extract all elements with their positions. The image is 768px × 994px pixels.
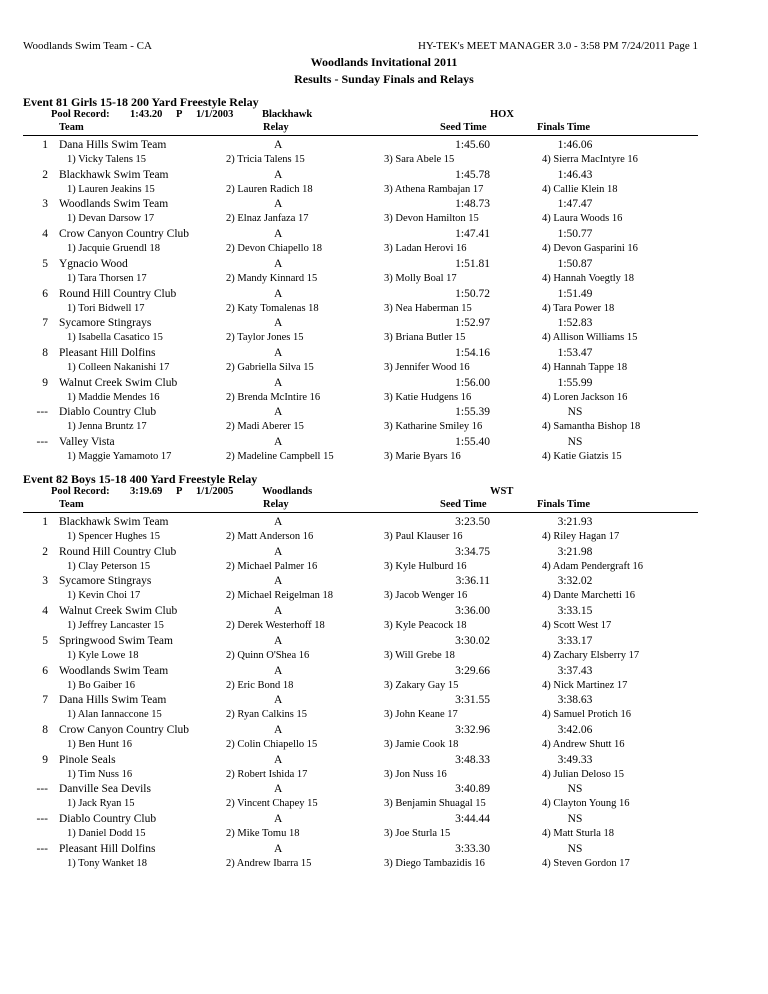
seed-time: 1:47.41 (455, 228, 490, 241)
team-name: Springwood Swim Team (59, 634, 173, 647)
team-name: Blackhawk Swim Team (59, 516, 169, 528)
team-name: Pinole Seals (59, 753, 116, 766)
place: 2 (42, 168, 48, 181)
col-relay: Relay (263, 499, 289, 510)
swimmer-3: 3) Kyle Hulburd 16 (384, 560, 467, 572)
swimmer-4: 4) Matt Sturla 18 (542, 828, 615, 839)
swimmer-4: 4) Clayton Young 16 (542, 798, 630, 810)
relay-letter: A (274, 723, 283, 736)
swimmer-1: 1) Ben Hunt 16 (67, 738, 133, 750)
swimmer-4: 4) Sierra MacIntyre 16 (542, 154, 638, 165)
relay-letter: A (274, 198, 283, 211)
swimmer-3: 3) Joe Sturla 15 (384, 828, 451, 839)
swimmer-3: 3) Zakary Gay 15 (384, 679, 459, 691)
result-row (0, 198, 768, 213)
swimmer-4: 4) Nick Martinez 17 (542, 679, 628, 691)
relay-letter: A (274, 545, 283, 558)
place: --- (36, 406, 48, 419)
swimmer-1: 1) Kyle Lowe 18 (67, 649, 139, 661)
relay-letter: A (274, 664, 283, 677)
seed-time: 3:23.50 (455, 516, 490, 528)
place: 3 (42, 198, 48, 211)
seed-time: 1:50.72 (455, 287, 490, 300)
team-name: Crow Canyon Country Club (59, 723, 190, 736)
team-name: Crow Canyon Country Club (59, 228, 190, 241)
swimmer-2: 2) Gabriella Silva 15 (226, 361, 314, 373)
result-row (0, 258, 768, 273)
swimmer-1: 1) Isabella Casatico 15 (67, 332, 163, 344)
relay-letter: A (274, 376, 283, 389)
swimmer-1: 1) Lauren Jeakins 15 (67, 183, 155, 195)
finals-time: 3:37.43 (557, 664, 593, 677)
finals-time: 3:32.02 (557, 575, 593, 588)
place: 5 (42, 257, 48, 270)
place: 1 (42, 516, 48, 528)
finals-time: 1:51.49 (557, 287, 593, 300)
swimmer-4: 4) Dante Marchetti 16 (542, 590, 636, 602)
swimmer-3: 3) Jamie Cook 18 (384, 738, 459, 750)
team-name: Blackhawk Swim Team (59, 168, 169, 181)
swimmer-3: 3) Benjamin Shuagal 15 (384, 798, 486, 810)
record-holder: Blackhawk (262, 109, 313, 120)
result-row (0, 377, 768, 392)
swimmer-3: 3) Jennifer Wood 16 (384, 361, 470, 373)
finals-time: 3:33.15 (557, 605, 593, 618)
finals-time: NS (567, 436, 583, 448)
swimmer-4: 4) Adam Pendergraft 16 (542, 560, 643, 572)
relay-letter: A (274, 406, 283, 419)
swimmer-1: 1) Jeffrey Lancaster 15 (67, 620, 164, 632)
swimmer-4: 4) Zachary Elsberry 17 (542, 649, 640, 661)
seed-time: 1:45.60 (455, 139, 490, 151)
swimmer-2: 2) Eric Bond 18 (226, 679, 294, 691)
finals-time: NS (567, 783, 583, 796)
swimmer-4: 4) Julian Deloso 15 (542, 768, 624, 780)
swimmer-1: 1) Maggie Yamamoto 17 (67, 451, 172, 462)
swimmer-1: 1) Tim Nuss 16 (67, 768, 133, 780)
swimmer-row (0, 650, 768, 664)
finals-time: 3:33.17 (557, 634, 593, 647)
col-seed: Seed Time (440, 499, 487, 510)
swimmer-2: 2) Madi Aberer 15 (226, 421, 304, 433)
seed-time: 3:48.33 (455, 753, 490, 766)
swimmer-4: 4) Katie Giatzis 15 (542, 451, 622, 462)
record-time: 1:43.20 (130, 109, 163, 120)
swimmer-1: 1) Bo Gaiber 16 (67, 679, 135, 691)
swimmer-2: 2) Mandy Kinnard 15 (226, 272, 318, 284)
swimmer-2: 2) Lauren Radich 18 (226, 183, 313, 195)
relay-letter: A (274, 139, 283, 151)
result-row (0, 694, 768, 709)
swimmer-1: 1) Daniel Dodd 15 (67, 828, 146, 839)
swimmer-row (0, 154, 768, 168)
swimmer-4: 4) Hannah Voegtly 18 (542, 272, 635, 284)
relay-letter: A (274, 436, 283, 448)
header-software-info: HY-TEK's MEET MANAGER 3.0 - 3:58 PM 7/24/2011 Page 1 (417, 40, 698, 52)
swimmer-4: 4) Scott West 17 (542, 620, 612, 632)
col-team: Team (59, 499, 84, 510)
swimmer-row (0, 858, 768, 872)
team-name: Round Hill Country Club (59, 545, 177, 558)
seed-time: 1:51.81 (455, 257, 490, 270)
record-code: HOX (490, 109, 514, 120)
swimmer-2: 2) Andrew Ibarra 15 (226, 857, 312, 869)
result-row (0, 575, 768, 590)
swimmer-2: 2) Mike Tomu 18 (226, 828, 300, 839)
swimmer-4: 4) Devon Gasparini 16 (542, 243, 638, 255)
swimmer-4: 4) Hannah Tappe 18 (542, 361, 628, 373)
relay-letter: A (274, 605, 283, 618)
team-name: Walnut Creek Swim Club (59, 605, 178, 618)
swimmer-row (0, 739, 768, 753)
swimmer-2: 2) Colin Chiapello 15 (226, 738, 318, 750)
swimmer-row (0, 531, 768, 545)
record-label: Pool Record: (51, 109, 110, 120)
swimmer-3: 3) Kyle Peacock 18 (384, 620, 467, 632)
swimmer-row (0, 362, 768, 376)
finals-time: NS (567, 813, 583, 825)
swimmer-4: 4) Steven Gordon 17 (542, 857, 630, 869)
seed-time: 3:29.66 (455, 664, 490, 677)
swimmer-4: 4) Andrew Shutt 16 (542, 738, 625, 750)
seed-time: 1:55.39 (455, 406, 490, 419)
swimmer-1: 1) Jack Ryan 15 (67, 798, 135, 810)
place: --- (36, 436, 48, 448)
swimmer-3: 3) Briana Butler 15 (384, 332, 466, 344)
swimmer-1: 1) Tara Thorsen 17 (67, 272, 147, 284)
seed-time: 3:40.89 (455, 783, 490, 796)
team-name: Ygnacio Wood (59, 257, 128, 270)
col-relay: Relay (263, 122, 289, 133)
place: --- (36, 842, 48, 855)
event-title: Event 82 Boys 15-18 400 Yard Freestyle Relay (23, 472, 258, 486)
result-row (0, 635, 768, 650)
record-flag: P (176, 486, 183, 497)
swimmer-2: 2) Derek Westerhoff 18 (226, 620, 325, 632)
record-code: WST (490, 486, 514, 497)
seed-time: 3:36.00 (455, 605, 490, 618)
team-name: Walnut Creek Swim Club (59, 376, 178, 389)
swimmer-2: 2) Taylor Jones 15 (226, 332, 304, 344)
header-organization: Woodlands Swim Team - CA (23, 40, 152, 52)
swimmer-4: 4) Riley Hagan 17 (542, 531, 620, 542)
relay-letter: A (274, 694, 283, 707)
team-name: Pleasant Hill Dolfins (59, 346, 156, 359)
swimmer-row (0, 561, 768, 575)
swimmer-row (0, 798, 768, 812)
result-row (0, 754, 768, 769)
place: 8 (42, 723, 48, 736)
finals-time: NS (567, 406, 583, 419)
swimmer-1: 1) Tony Wanket 18 (67, 857, 147, 869)
swimmer-4: 4) Loren Jackson 16 (542, 391, 628, 403)
swimmer-1: 1) Alan Iannaccone 15 (67, 709, 162, 721)
record-holder: Woodlands (262, 486, 313, 497)
swimmer-1: 1) Spencer Hughes 15 (67, 531, 161, 542)
session-title: Results - Sunday Finals and Relays (294, 72, 474, 86)
swimmer-2: 2) Michael Palmer 16 (226, 560, 318, 572)
place: 7 (42, 694, 48, 707)
result-row (0, 288, 768, 303)
finals-time: 3:38.63 (557, 694, 593, 707)
swimmer-row (0, 590, 768, 604)
place: 6 (42, 664, 48, 677)
swimmer-4: 4) Laura Woods 16 (542, 213, 623, 225)
result-row (0, 436, 768, 451)
swimmer-4: 4) Callie Klein 18 (542, 183, 618, 195)
team-name: Sycamore Stingrays (59, 317, 152, 330)
finals-time: 1:47.47 (557, 198, 593, 211)
swimmer-1: 1) Maddie Mendes 16 (67, 391, 160, 403)
result-row (0, 347, 768, 362)
swimmer-3: 3) John Keane 17 (384, 709, 458, 721)
swimmer-4: 4) Tara Power 18 (542, 302, 615, 314)
seed-time: 1:45.78 (455, 168, 490, 181)
swimmer-4: 4) Allison Williams 15 (542, 332, 638, 344)
swimmer-3: 3) Devon Hamilton 15 (384, 213, 479, 225)
team-name: Round Hill Country Club (59, 287, 177, 300)
finals-time: 1:46.06 (557, 139, 593, 151)
place: 5 (42, 634, 48, 647)
place: 9 (42, 753, 48, 766)
swimmer-2: 2) Devon Chiapello 18 (226, 243, 322, 255)
swimmer-row (0, 392, 768, 406)
seed-time: 1:52.97 (455, 317, 490, 330)
swimmer-row (0, 184, 768, 198)
result-row (0, 783, 768, 798)
col-finals: Finals Time (537, 499, 590, 510)
place: 3 (42, 575, 48, 588)
swimmer-row (0, 828, 768, 842)
swimmer-1: 1) Colleen Nakanishi 17 (67, 361, 170, 373)
record-time: 3:19.69 (130, 486, 163, 497)
swimmer-3: 3) Jacob Wenger 16 (384, 590, 468, 602)
team-name: Dana Hills Swim Team (59, 694, 167, 707)
relay-letter: A (274, 575, 283, 588)
team-name: Diablo Country Club (59, 406, 157, 419)
record-label: Pool Record: (51, 486, 110, 497)
team-name: Woodlands Swim Team (59, 664, 169, 677)
place: --- (36, 783, 48, 796)
record-date: 1/1/2005 (196, 486, 234, 497)
finals-time: 1:46.43 (557, 168, 593, 181)
seed-time: 1:56.00 (455, 376, 490, 389)
finals-time: 3:21.98 (557, 545, 593, 558)
swimmer-2: 2) Vincent Chapey 15 (226, 798, 318, 810)
swimmer-2: 2) Brenda McIntire 16 (226, 391, 321, 403)
swimmer-3: 3) Paul Klauser 16 (384, 531, 463, 542)
seed-time: 1:48.73 (455, 198, 490, 211)
swimmer-1: 1) Jacquie Gruendl 18 (67, 243, 161, 255)
team-name: Sycamore Stingrays (59, 575, 152, 588)
swimmer-2: 2) Elnaz Janfaza 17 (226, 213, 309, 225)
seed-time: 3:44.44 (455, 813, 490, 825)
result-row (0, 665, 768, 680)
team-name: Pleasant Hill Dolfins (59, 842, 156, 855)
record-flag: P (176, 109, 183, 120)
place: --- (36, 813, 48, 825)
swimmer-3: 3) Nea Haberman 15 (384, 302, 472, 314)
place: 8 (42, 346, 48, 359)
swimmer-row (0, 620, 768, 634)
swimmer-2: 2) Madeline Campbell 15 (226, 451, 334, 462)
swimmer-2: 2) Katy Tomalenas 18 (226, 302, 319, 314)
team-name: Dana Hills Swim Team (59, 139, 167, 151)
relay-letter: A (274, 257, 283, 270)
col-team: Team (59, 122, 84, 133)
finals-time: 1:55.99 (557, 376, 593, 389)
swimmer-1: 1) Clay Peterson 15 (67, 560, 151, 572)
swimmer-3: 3) Athena Rambajan 17 (384, 183, 484, 195)
finals-time: 1:52.83 (557, 317, 593, 330)
swimmer-3: 3) Katharine Smiley 16 (384, 421, 483, 433)
relay-letter: A (274, 634, 283, 647)
header-rule (23, 135, 698, 136)
swimmer-2: 2) Quinn O'Shea 16 (226, 649, 310, 661)
swimmer-1: 1) Kevin Choi 17 (67, 590, 141, 602)
swimmer-row (0, 213, 768, 227)
swimmer-2: 2) Matt Anderson 16 (226, 531, 314, 542)
event-title: Event 81 Girls 15-18 200 Yard Freestyle Relay (23, 95, 259, 109)
result-row (0, 139, 768, 154)
result-row (0, 516, 768, 531)
finals-time: 1:50.77 (557, 228, 593, 241)
swimmer-row (0, 332, 768, 346)
swimmer-4: 4) Samantha Bishop 18 (542, 421, 641, 433)
result-row (0, 546, 768, 561)
swimmer-3: 3) Marie Byars 16 (384, 451, 461, 462)
swimmer-1: 1) Tori Bidwell 17 (67, 302, 145, 314)
result-row (0, 228, 768, 243)
swimmer-3: 3) Molly Boal 17 (384, 272, 457, 284)
seed-time: 1:55.40 (455, 436, 490, 448)
relay-letter: A (274, 516, 283, 528)
place: 4 (42, 228, 48, 241)
swimmer-2: 2) Tricia Talens 15 (226, 154, 305, 165)
relay-letter: A (274, 168, 283, 181)
seed-time: 3:30.02 (455, 634, 490, 647)
place: 1 (42, 139, 48, 151)
finals-time: 1:50.87 (557, 257, 593, 270)
relay-letter: A (274, 783, 283, 796)
team-name: Danville Sea Devils (59, 783, 151, 796)
swimmer-4: 4) Samuel Protich 16 (542, 709, 631, 721)
seed-time: 3:36.11 (455, 575, 490, 588)
swimmer-2: 2) Robert Ishida 17 (226, 768, 308, 780)
swimmer-1: 1) Devan Darsow 17 (67, 213, 155, 225)
swimmer-row (0, 303, 768, 317)
relay-letter: A (274, 287, 283, 300)
swimmer-row (0, 680, 768, 694)
col-seed: Seed Time (440, 122, 487, 133)
swimmer-1: 1) Jenna Bruntz 17 (67, 421, 147, 433)
seed-time: 3:31.55 (455, 694, 490, 707)
swimmer-3: 3) Ladan Herovi 16 (384, 243, 467, 255)
team-name: Valley Vista (59, 436, 115, 448)
seed-time: 1:54.16 (455, 346, 490, 359)
swimmer-row (0, 421, 768, 435)
place: 9 (42, 376, 48, 389)
swimmer-3: 3) Katie Hudgens 16 (384, 391, 472, 403)
relay-letter: A (274, 753, 283, 766)
seed-time: 3:34.75 (455, 545, 490, 558)
seed-time: 3:32.96 (455, 723, 490, 736)
seed-time: 3:33.30 (455, 842, 490, 855)
place: 2 (42, 545, 48, 558)
swimmer-row (0, 451, 768, 465)
result-row (0, 406, 768, 421)
finals-time: 3:49.33 (557, 753, 593, 766)
header-rule (23, 512, 698, 513)
relay-letter: A (274, 317, 283, 330)
result-row (0, 843, 768, 858)
swimmer-3: 3) Jon Nuss 16 (384, 768, 447, 780)
meet-title: Woodlands Invitational 2011 (310, 55, 458, 69)
col-finals: Finals Time (537, 122, 590, 133)
team-name: Diablo Country Club (59, 813, 157, 825)
finals-time: 3:21.93 (557, 516, 593, 528)
swimmer-row (0, 243, 768, 257)
swimmer-2: 2) Michael Reigelman 18 (226, 590, 334, 602)
result-row (0, 605, 768, 620)
place: 4 (42, 605, 48, 618)
record-date: 1/1/2003 (196, 109, 234, 120)
place: 6 (42, 287, 48, 300)
relay-letter: A (274, 813, 283, 825)
swimmer-row (0, 769, 768, 783)
relay-letter: A (274, 842, 283, 855)
place: 7 (42, 317, 48, 330)
swimmer-2: 2) Ryan Calkins 15 (226, 709, 307, 721)
swimmer-row (0, 709, 768, 723)
swimmer-row (0, 273, 768, 287)
swimmer-3: 3) Sara Abele 15 (384, 154, 455, 165)
result-row (0, 724, 768, 739)
relay-letter: A (274, 346, 283, 359)
finals-time: NS (567, 842, 583, 855)
swimmer-1: 1) Vicky Talens 15 (67, 154, 147, 165)
finals-time: 3:42.06 (557, 723, 593, 736)
relay-letter: A (274, 228, 283, 241)
result-row (0, 169, 768, 184)
result-row (0, 317, 768, 332)
swimmer-3: 3) Will Grebe 18 (384, 649, 455, 661)
team-name: Woodlands Swim Team (59, 198, 169, 211)
finals-time: 1:53.47 (557, 346, 593, 359)
swimmer-3: 3) Diego Tambazidis 16 (384, 857, 485, 869)
result-row (0, 813, 768, 828)
